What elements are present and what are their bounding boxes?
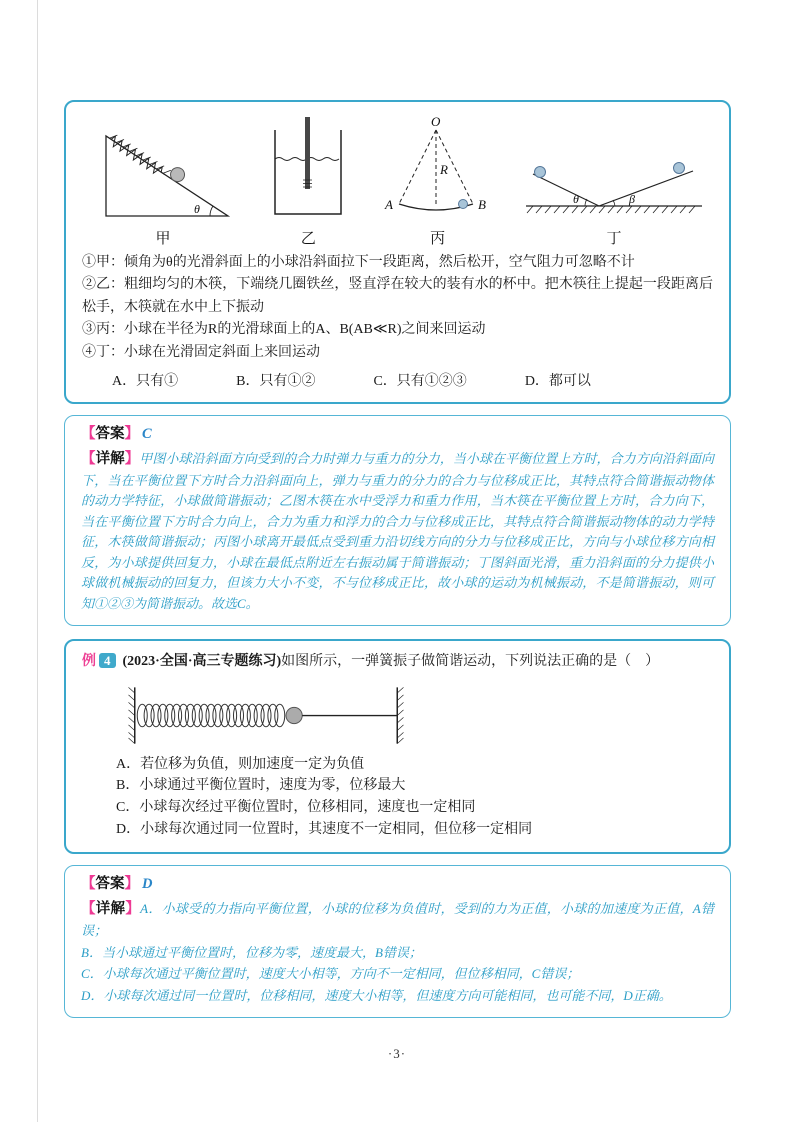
q3-option-b: B．只有①② <box>236 373 316 389</box>
bracket-left: 【 <box>81 901 96 918</box>
spring-coil <box>137 704 285 727</box>
q4-option-b: B．小球通过平衡位置时，速度为零，位移最大 <box>116 778 406 794</box>
bracket-left: 【 <box>81 876 96 893</box>
answer-label: 答案 <box>95 876 125 893</box>
q3-option-c: C．只有①②③ <box>373 373 467 389</box>
q3-option-d: D．都可以 <box>524 373 591 389</box>
question-source: (2023·全国·高三专题练习) <box>122 654 282 670</box>
ball <box>286 707 302 723</box>
explanation-line-b: B．当小球通过平衡位置时，位移为零，速度最大，B错误； <box>81 944 422 960</box>
incline-spring-svg <box>88 114 238 226</box>
beta-label: β <box>628 192 635 206</box>
statement-3: ③丙：小球在半径为R的光滑球面上的A、B(AB≪R)之间来回运动 <box>82 322 486 338</box>
point-B-label: B <box>477 197 486 212</box>
answer-3-box <box>64 415 731 626</box>
radius-dashed-lines <box>399 130 473 204</box>
bracket-right: 】 <box>125 901 141 918</box>
q4-options <box>82 754 713 841</box>
explanation-line-d: D．小球每次通过同一位置时，位移相同，速度大小相等，但速度方向可能相同，也可能不同，D正确。 <box>81 987 672 1003</box>
bracket-left: 【 <box>81 425 96 442</box>
spring-oscillator-svg <box>116 678 416 748</box>
diagram-row <box>82 112 713 252</box>
bracket-left: 【 <box>81 450 96 467</box>
diagram-label-yi: 乙 <box>300 231 316 247</box>
left-ball <box>534 167 545 178</box>
theta-label: θ <box>572 192 579 206</box>
answer-line <box>81 424 714 446</box>
answer-4-box <box>64 865 731 1018</box>
q3-option-a: A．只有① <box>112 373 179 389</box>
spring-coil <box>108 135 167 178</box>
diagram-label-bing: 丙 <box>430 231 446 247</box>
point-O-label: O <box>430 114 441 129</box>
q4-option-c: C．小球每次经过平衡位置时，位移相同，速度也一定相同 <box>116 800 476 816</box>
diagram-label-jia: 甲 <box>155 231 171 247</box>
left-wall-hatching <box>129 687 135 743</box>
example-tag: 例 <box>82 654 96 670</box>
spring-oscillator-figure <box>116 678 713 748</box>
diagram-bing-sphere-arc <box>379 114 497 248</box>
statement-4: ④丁：小球在光滑固定斜面上来回运动 <box>82 344 320 360</box>
diagram-ding-double-incline <box>521 114 707 248</box>
explanation-line-a <box>81 898 714 941</box>
double-incline-svg <box>521 114 707 226</box>
example-number-badge: 4 <box>99 653 116 668</box>
sphere-arc-svg <box>379 114 497 226</box>
explanation-paragraph <box>81 448 714 615</box>
bracket-right: 】 <box>124 876 139 893</box>
question-stem: 如图所示，一弹簧振子做简谐运动，下列说法正确的是（ ） <box>281 654 660 670</box>
bracket-right: 】 <box>124 425 139 442</box>
right-wall-hatching <box>397 687 403 743</box>
q4-option-d: D．小球每次通过同一位置时，其速度不一定相同，但位移一定相同 <box>116 821 533 837</box>
statement-1: ①甲：倾角为θ的光滑斜面上的小球沿斜面拉下一段距离，然后松开，空气阻力可忽略不计 <box>82 255 635 270</box>
theta-angle-arc <box>585 199 587 206</box>
explanation-text: 甲图小球沿斜面方向受到的合力时弹力与重力的分力，当小球在平衡位置上方时，合力方向沿斜面向下，当在平衡位置下方时合力沿斜面向上，弹力与重力的分力的合力与位移成正比，其特点符合简谐振动物体的动力学特征，小球做简谐振动；乙图木筷在水中受浮力和重力作用，当木筷在平衡位置上方时，合力向下，当在平衡位置下方时合力向上，合力为重力和浮力的合力与位移成正比，其特点符合简谐振动物体的动力学特征，木筷做简谐振动；丙图小球离开最低点受到重力沿切线方向的分力与位移成正比，方向与小球位移方向相反，为小球提供回复力，小球在最低点附近左右振动属于简谐振动；丁图斜面光滑，重力沿斜面的分力提供小球做机械振动的回复力，但该力大小不变，不与位移成正比，故小球的运动为机械振动，不是简谐振动，则可知①②③为简谐振动。故选C。 <box>81 450 715 611</box>
radius-R-label: R <box>439 162 448 177</box>
question-4-box <box>64 639 731 854</box>
q3-options-row <box>82 364 713 390</box>
statement-2: ②乙：粗细均匀的木筷，下端绕几圈铁丝，竖直浮在较大的装有水的杯中。把木筷往上提起一段距离后松手，木筷就在水中上下振动 <box>82 277 713 315</box>
answer-line <box>81 874 714 896</box>
explain-label: 详解 <box>95 450 125 467</box>
left-incline <box>533 174 599 206</box>
explain-label: 详解 <box>95 901 126 918</box>
ball <box>458 200 467 209</box>
answer-letter: D <box>142 876 153 893</box>
beaker-svg <box>262 114 354 226</box>
diagram-yi-beaker-chopstick <box>262 114 354 248</box>
question-4-header <box>82 651 713 673</box>
bracket-right: 】 <box>124 450 140 467</box>
question-3-box <box>64 100 731 404</box>
theta-label: θ <box>194 202 200 216</box>
right-ball <box>673 163 684 174</box>
theta-angle-arc <box>210 206 213 216</box>
page-number: ·3· <box>387 1046 407 1061</box>
ground-hatching <box>527 206 695 213</box>
explanation-text-a: A．小球受的力指向平衡位置，小球的位移为负值时，受到的力为正值，小球的加速度为正值，A错误； <box>81 901 715 939</box>
answer-letter: C <box>142 425 152 442</box>
chopstick <box>305 117 310 189</box>
point-A-label: A <box>384 197 393 212</box>
ball <box>168 165 187 184</box>
diagram-label-ding: 丁 <box>606 231 622 247</box>
diagram-jia-incline-spring <box>88 114 238 248</box>
answer-label: 答案 <box>95 425 125 442</box>
explanation-line-c: C．小球每次通过平衡位置时，速度大小相等，方向不一定相同，但位移相同，C错误； <box>81 966 580 982</box>
page-margin-line <box>37 0 38 1122</box>
q4-option-a: A．若位移为负值，则加速度一定为负值 <box>116 756 365 772</box>
